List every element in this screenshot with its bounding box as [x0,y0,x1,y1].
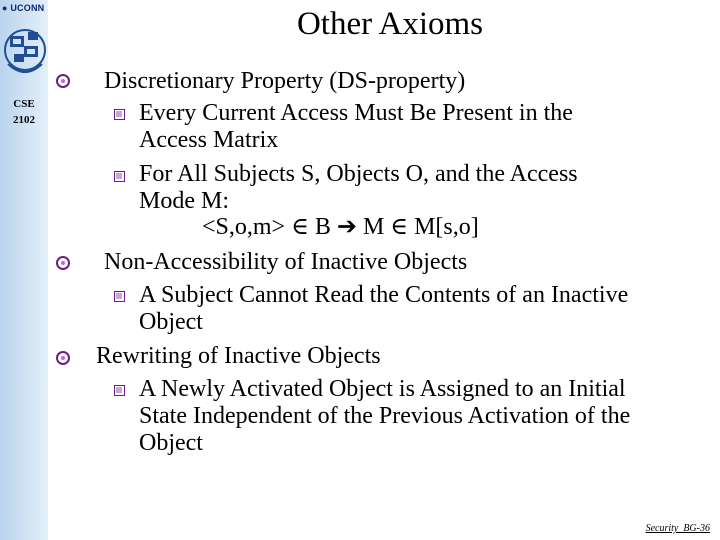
sub-bullet-icon [114,171,125,182]
uconn-seal-icon: ● [2,3,8,13]
bullet-2-sub-1-line-2: Object [139,309,203,335]
bullet-1-sub-2-line-2: Mode M: [139,188,229,214]
bullet-1-sub-2-line-1: For All Subjects S, Objects O, and the Access [139,161,578,187]
course-number: 2102 [13,114,35,126]
department-logo-icon [2,20,48,88]
bullet-icon [56,351,70,365]
bullet-3-sub-1-line-1: A Newly Activated Object is Assigned to an Initial [139,376,626,402]
slide-title: Other Axioms [296,6,484,42]
bullet-2-text: Non-Accessibility of Inactive Objects [104,249,468,275]
formula-line: <S,o,m> ∈ B ➔ M ∈ M[s,o] [202,214,479,240]
bullet-3-text: Rewriting of Inactive Objects [96,343,381,369]
sub-bullet-icon [114,109,125,120]
bullet-1-sub-1-line-2: Access Matrix [139,127,279,153]
bullet-2-sub-1-line-1: A Subject Cannot Read the Contents of an Inactive [139,282,629,308]
slide-footer: Security_BG-36 [645,523,710,534]
bullet-1-text: Discretionary Property (DS-property) [104,68,466,94]
course-code: CSE [13,98,35,110]
uconn-wordmark: ● UCONN [2,3,45,13]
sub-bullet-icon [114,291,125,302]
bullet-icon [56,256,70,270]
bullet-1-sub-1-line-1: Every Current Access Must Be Present in the [139,100,573,126]
bullet-icon [56,74,70,88]
bullet-3-sub-1-line-3: Object [139,430,203,456]
sidebar [0,0,48,540]
bullet-3-sub-1-line-2: State Independent of the Previous Activation of the [139,403,631,429]
sub-bullet-icon [114,385,125,396]
